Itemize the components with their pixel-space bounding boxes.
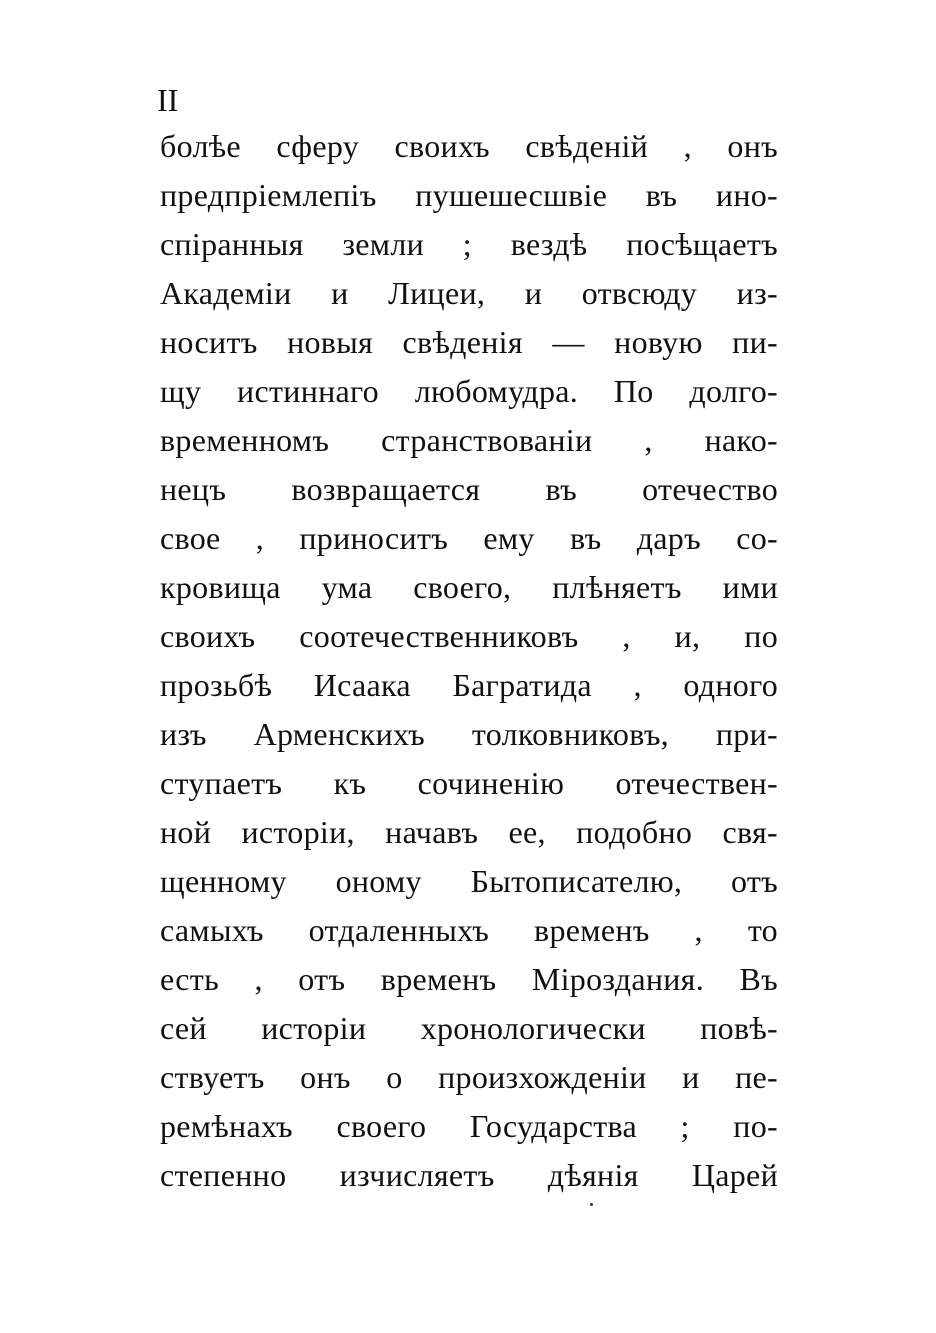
text-line: изъ Арменскихъ толковниковъ, при- — [160, 716, 778, 752]
text-line: самыхъ отдаленныхъ временъ , то — [160, 912, 778, 948]
text-line: носитъ новыя свѣденія — новую пи- — [160, 324, 778, 360]
text-line: кровища ума своего, плѣняетъ ими — [160, 569, 778, 605]
text-line: щенному оному Бытописателю, отъ — [160, 863, 778, 899]
text-line: ной исторіи, начавъ ее, подобно свя- — [160, 814, 778, 850]
text-line: спіранныя земли ; вездѣ посѣщаетъ — [160, 226, 778, 262]
text-line: нецъ возвращается въ отечество — [160, 471, 778, 507]
text-line: ступаетъ къ сочиненію отечествен- — [160, 765, 778, 801]
text-line: есть , отъ временъ Міроздания. Въ — [160, 961, 778, 997]
ink-speck — [590, 1203, 593, 1206]
text-line: Академіи и Лицеи, и отвсюду из- — [160, 275, 778, 311]
text-line: своe , приноситъ ему въ даръ со- — [160, 520, 778, 556]
body-text — [160, 122, 778, 1200]
text-line: болѣе сферу своихъ свѣденій , онъ — [160, 128, 778, 164]
text-line: своихъ соотечественниковъ , и, по — [160, 618, 778, 654]
page-number: II — [157, 82, 179, 118]
text-line: прозьбѣ Исаака Багратида , одного — [160, 667, 778, 703]
text-line: предпріемлепіъ пушешесшвіе въ ино- — [160, 177, 778, 213]
text-line: сей исторіи хронологически повѣ- — [160, 1010, 778, 1046]
text-line: ремѣнахъ своего Государства ; по- — [160, 1108, 778, 1144]
text-line: степенно изчисляетъ дѣянія Царей — [160, 1157, 778, 1193]
text-line: ствуетъ онъ о произхожденіи и пе- — [160, 1059, 778, 1095]
text-line: временномъ странствованіи , нако- — [160, 422, 778, 458]
text-line: щу истиннаго любомудра. По долго- — [160, 373, 778, 409]
